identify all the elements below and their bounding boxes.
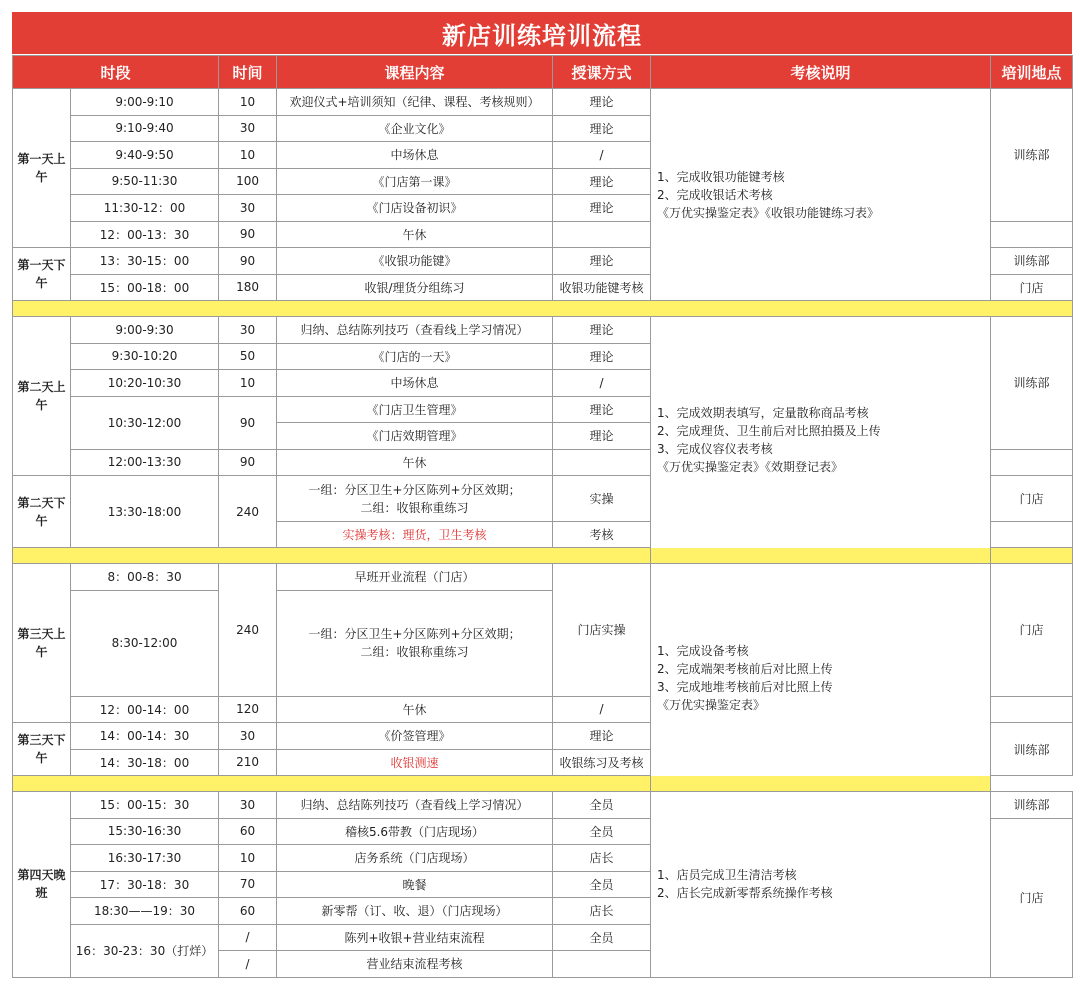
assessment-line: 1、完成收银功能键考核 [657, 169, 785, 184]
method-cell: 考核 [553, 522, 651, 548]
content-cell [277, 476, 553, 522]
location-cell: 训练部 [991, 248, 1073, 275]
duration-cell: 100 [219, 168, 277, 195]
duration-cell: 90 [219, 248, 277, 275]
header-content: 课程内容 [277, 56, 553, 89]
duration-cell: 90 [219, 396, 277, 449]
content-cell: 《门店的一天》 [277, 343, 553, 370]
assessment-line: 《万优实操鉴定表》《收银功能键练习表》 [657, 205, 880, 220]
method-cell: 全员 [553, 792, 651, 819]
content-cell: 店务系统（门店现场） [277, 845, 553, 872]
content-cell: 午休 [277, 696, 553, 723]
location-cell: 门店 [991, 564, 1073, 697]
section-separator [13, 548, 1073, 564]
section-separator [13, 301, 1073, 317]
location-cell: 训练部 [991, 792, 1073, 819]
content-cell: 早班开业流程（门店） [277, 564, 553, 591]
content-cell [277, 590, 553, 696]
time-cell: 9:00-9:10 [71, 89, 219, 116]
location-cell [991, 522, 1073, 548]
page-title: 新店训练培训流程 [12, 12, 1072, 54]
content-line: 二组：收银称重练习 [360, 500, 469, 515]
schedule-table [12, 55, 1073, 978]
time-cell: 11:30-12：00 [71, 195, 219, 222]
method-cell: 理论 [553, 317, 651, 344]
content-line: 二组：收银称重练习 [360, 645, 469, 659]
assessment-line: 2、完成理货、卫生前后对比照拍摄及上传 [657, 424, 881, 438]
content-cell: 《门店卫生管理》 [277, 396, 553, 423]
time-cell: 14：30-18：00 [71, 749, 219, 776]
table-row [13, 317, 1073, 344]
duration-cell: 120 [219, 696, 277, 723]
content-cell: 《价签管理》 [277, 723, 553, 750]
method-cell: 理论 [553, 248, 651, 275]
duration-cell: 10 [219, 845, 277, 872]
content-cell: 中场休息 [277, 142, 553, 169]
duration-cell: / [219, 951, 277, 978]
time-cell: 10:30-12:00 [71, 396, 219, 449]
method-cell: 理论 [553, 168, 651, 195]
header-duration: 时间 [219, 56, 277, 89]
time-cell: 12：00-14：00 [71, 696, 219, 723]
location-cell: 训练部 [991, 723, 1073, 776]
duration-cell: / [219, 924, 277, 951]
header-assessment: 考核说明 [651, 56, 991, 89]
content-cell: 《门店设备初识》 [277, 195, 553, 222]
location-cell: 门店 [991, 818, 1073, 977]
location-cell: 训练部 [991, 317, 1073, 450]
time-cell: 13：30-15：00 [71, 248, 219, 275]
duration-cell: 60 [219, 818, 277, 845]
method-cell: 店长 [553, 898, 651, 925]
assessment-day1 [651, 89, 991, 301]
duration-cell: 10 [219, 142, 277, 169]
section-separator [13, 776, 1073, 792]
content-cell-highlight: 收银测速 [277, 749, 553, 776]
period-day4-evening: 第四天晚班 [13, 792, 71, 978]
duration-cell: 10 [219, 89, 277, 116]
period-day1-am: 第一天上午 [13, 89, 71, 248]
method-cell: 店长 [553, 845, 651, 872]
location-cell [991, 449, 1073, 476]
assessment-day4 [651, 792, 991, 978]
period-day3-am: 第三天上午 [13, 564, 71, 723]
method-cell: 理论 [553, 195, 651, 222]
content-cell: 欢迎仪式+培训须知（纪律、课程、考核规则） [277, 89, 553, 116]
time-cell: 16:30-17:30 [71, 845, 219, 872]
time-cell: 8：00-8：30 [71, 564, 219, 591]
content-cell: 归纳、总结陈列技巧（查看线上学习情况） [277, 792, 553, 819]
time-cell: 14：00-14：30 [71, 723, 219, 750]
method-cell: 实操 [553, 476, 651, 522]
time-cell: 9:40-9:50 [71, 142, 219, 169]
time-cell: 12:00-13:30 [71, 449, 219, 476]
duration-cell: 30 [219, 723, 277, 750]
header-location: 培训地点 [991, 56, 1073, 89]
assessment-line: 《万优实操鉴定表》《效期登记表》 [657, 460, 844, 474]
content-cell: 新零帮（订、收、退）（门店现场） [277, 898, 553, 925]
method-cell: 理论 [553, 89, 651, 116]
location-cell: 门店 [991, 476, 1073, 522]
method-cell: 全员 [553, 924, 651, 951]
header-row [13, 56, 1073, 89]
location-cell [991, 696, 1073, 723]
method-cell: 理论 [553, 723, 651, 750]
content-cell: 收银/理货分组练习 [277, 274, 553, 301]
assessment-line: 2、完成端架考核前后对比照上传 [657, 661, 833, 676]
header-method: 授课方式 [553, 56, 651, 89]
assessment-line: 3、完成地堆考核前后对比照上传 [657, 679, 833, 694]
duration-cell: 90 [219, 449, 277, 476]
assessment-line: 3、完成仪容仪表考核 [657, 442, 773, 456]
method-cell [553, 951, 651, 978]
time-cell: 10:20-10:30 [71, 370, 219, 397]
duration-cell: 60 [219, 898, 277, 925]
method-cell: 全员 [553, 871, 651, 898]
table-row [13, 564, 1073, 591]
location-cell [991, 221, 1073, 248]
duration-cell: 240 [219, 476, 277, 548]
duration-cell: 210 [219, 749, 277, 776]
content-line: 一组：分区卫生+分区陈列+分区效期； [308, 627, 521, 641]
method-cell: / [553, 370, 651, 397]
content-cell: 归纳、总结陈列技巧（查看线上学习情况） [277, 317, 553, 344]
period-day2-am: 第二天上午 [13, 317, 71, 476]
duration-cell: 30 [219, 115, 277, 142]
location-cell: 训练部 [991, 89, 1073, 222]
duration-cell: 10 [219, 370, 277, 397]
duration-cell: 90 [219, 221, 277, 248]
duration-cell: 50 [219, 343, 277, 370]
method-cell: / [553, 142, 651, 169]
content-cell: 午休 [277, 221, 553, 248]
duration-cell: 30 [219, 792, 277, 819]
method-cell: 理论 [553, 423, 651, 450]
time-cell: 18:30——19：30 [71, 898, 219, 925]
method-cell: 理论 [553, 343, 651, 370]
content-cell: 《企业文化》 [277, 115, 553, 142]
assessment-line: 2、店长完成新零帮系统操作考核 [657, 886, 833, 901]
period-day1-pm: 第一天下午 [13, 248, 71, 301]
time-cell: 13:30-18:00 [71, 476, 219, 548]
content-cell: 《门店第一课》 [277, 168, 553, 195]
assessment-line: 《万优实操鉴定表》 [657, 697, 766, 712]
content-line: 一组：分区卫生+分区陈列+分区效期； [308, 482, 521, 497]
time-cell: 9:50-11:30 [71, 168, 219, 195]
content-cell: 午休 [277, 449, 553, 476]
method-cell: 理论 [553, 115, 651, 142]
assessment-line: 1、完成效期表填写，定量散称商品考核 [657, 406, 869, 420]
content-cell: 《收银功能键》 [277, 248, 553, 275]
period-day3-pm: 第三天下午 [13, 723, 71, 776]
duration-cell: 30 [219, 317, 277, 344]
period-day2-pm: 第二天下午 [13, 476, 71, 548]
content-cell: 中场休息 [277, 370, 553, 397]
time-cell: 17：30-18：30 [71, 871, 219, 898]
time-cell: 15:30-16:30 [71, 818, 219, 845]
content-cell: 营业结束流程考核 [277, 951, 553, 978]
time-cell: 12：00-13：30 [71, 221, 219, 248]
content-cell: 《门店效期管理》 [277, 423, 553, 450]
method-cell: 全员 [553, 818, 651, 845]
content-cell: 晚餐 [277, 871, 553, 898]
assessment-line: 2、完成收银话术考核 [657, 187, 773, 202]
duration-cell: 240 [219, 564, 277, 697]
method-cell: 收银练习及考核 [553, 749, 651, 776]
method-cell: 收银功能键考核 [553, 274, 651, 301]
method-cell: 理论 [553, 396, 651, 423]
method-cell [553, 221, 651, 248]
assessment-line: 1、店员完成卫生清洁考核 [657, 868, 797, 883]
duration-cell: 180 [219, 274, 277, 301]
table-row [13, 89, 1073, 116]
header-period: 时段 [13, 56, 219, 89]
method-cell: / [553, 696, 651, 723]
assessment-day2 [651, 317, 991, 564]
method-cell: 门店实操 [553, 564, 651, 697]
assessment-day3 [651, 564, 991, 792]
assessment-line: 1、完成设备考核 [657, 643, 749, 658]
content-cell-highlight: 实操考核：理货，卫生考核 [277, 522, 553, 548]
time-cell: 9:10-9:40 [71, 115, 219, 142]
time-cell: 9:30-10:20 [71, 343, 219, 370]
time-cell: 16：30-23：30（打烊） [71, 924, 219, 977]
time-cell: 15：00-15：30 [71, 792, 219, 819]
content-cell: 陈列+收银+营业结束流程 [277, 924, 553, 951]
content-cell: 稽核5.6带教（门店现场） [277, 818, 553, 845]
table-row [13, 792, 1073, 819]
duration-cell: 30 [219, 195, 277, 222]
method-cell [553, 449, 651, 476]
location-cell: 门店 [991, 274, 1073, 301]
time-cell: 8:30-12:00 [71, 590, 219, 696]
time-cell: 15：00-18：00 [71, 274, 219, 301]
duration-cell: 70 [219, 871, 277, 898]
time-cell: 9:00-9:30 [71, 317, 219, 344]
